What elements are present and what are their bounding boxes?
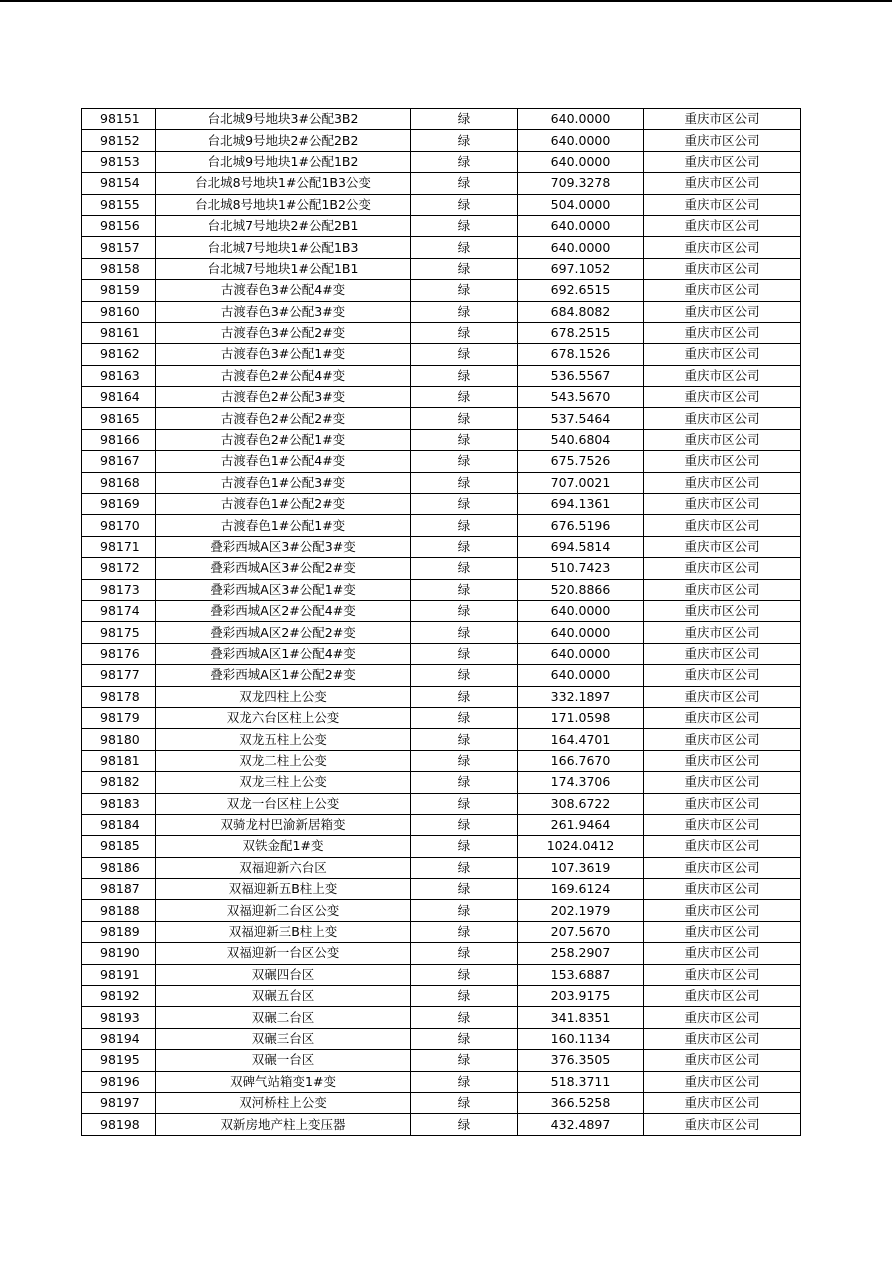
- table-row: [82, 536, 801, 557]
- company-cell: 重庆市区公司: [644, 280, 801, 301]
- record-id-cell: 98187: [82, 879, 156, 900]
- company-cell: 重庆市区公司: [644, 622, 801, 643]
- table-row: [82, 750, 801, 771]
- station-name-cell: 台北城8号地块1#公配1B3公变: [156, 173, 411, 194]
- station-name-cell: 双碾三台区: [156, 1028, 411, 1049]
- table-row: [82, 408, 801, 429]
- record-id-cell: 98160: [82, 301, 156, 322]
- station-name-cell: 古渡春色3#公配1#变: [156, 344, 411, 365]
- record-id-cell: 98189: [82, 921, 156, 942]
- status-color-cell: 绿: [411, 1092, 518, 1113]
- record-id-cell: 98182: [82, 772, 156, 793]
- record-id-cell: 98179: [82, 707, 156, 728]
- value-cell: 640.0000: [518, 215, 644, 236]
- status-color-cell: 绿: [411, 515, 518, 536]
- table-row: [82, 194, 801, 215]
- value-cell: 640.0000: [518, 237, 644, 258]
- company-cell: 重庆市区公司: [644, 793, 801, 814]
- status-color-cell: 绿: [411, 1007, 518, 1028]
- company-cell: 重庆市区公司: [644, 729, 801, 750]
- table-row: [82, 215, 801, 236]
- table-row: [82, 130, 801, 151]
- company-cell: 重庆市区公司: [644, 879, 801, 900]
- record-id-cell: 98174: [82, 600, 156, 621]
- status-color-cell: 绿: [411, 215, 518, 236]
- value-cell: 640.0000: [518, 600, 644, 621]
- table-row: [82, 600, 801, 621]
- record-id-cell: 98190: [82, 943, 156, 964]
- company-cell: 重庆市区公司: [644, 643, 801, 664]
- record-id-cell: 98188: [82, 900, 156, 921]
- value-cell: 510.7423: [518, 558, 644, 579]
- station-name-cell: 古渡春色3#公配4#变: [156, 280, 411, 301]
- table-row: [82, 665, 801, 686]
- station-name-cell: 古渡春色1#公配4#变: [156, 451, 411, 472]
- table-row: [82, 686, 801, 707]
- status-color-cell: 绿: [411, 622, 518, 643]
- station-name-cell: 双龙四柱上公变: [156, 686, 411, 707]
- record-id-cell: 98165: [82, 408, 156, 429]
- record-id-cell: 98175: [82, 622, 156, 643]
- value-cell: 258.2907: [518, 943, 644, 964]
- company-cell: 重庆市区公司: [644, 600, 801, 621]
- value-cell: 153.6887: [518, 964, 644, 985]
- record-id-cell: 98195: [82, 1050, 156, 1071]
- station-name-cell: 双龙一台区柱上公变: [156, 793, 411, 814]
- record-id-cell: 98170: [82, 515, 156, 536]
- table-row: [82, 836, 801, 857]
- station-name-cell: 叠彩西城A区2#公配4#变: [156, 600, 411, 621]
- station-name-cell: 双骑龙村巴渝新居箱变: [156, 814, 411, 835]
- data-table: [81, 108, 801, 1136]
- station-name-cell: 叠彩西城A区3#公配1#变: [156, 579, 411, 600]
- station-name-cell: 双福迎新五B柱上变: [156, 879, 411, 900]
- record-id-cell: 98178: [82, 686, 156, 707]
- status-color-cell: 绿: [411, 772, 518, 793]
- status-color-cell: 绿: [411, 1028, 518, 1049]
- status-color-cell: 绿: [411, 600, 518, 621]
- company-cell: 重庆市区公司: [644, 943, 801, 964]
- value-cell: 171.0598: [518, 707, 644, 728]
- status-color-cell: 绿: [411, 280, 518, 301]
- record-id-cell: 98180: [82, 729, 156, 750]
- table-row: [82, 1114, 801, 1135]
- company-cell: 重庆市区公司: [644, 515, 801, 536]
- status-color-cell: 绿: [411, 1071, 518, 1092]
- record-id-cell: 98192: [82, 986, 156, 1007]
- station-name-cell: 古渡春色2#公配3#变: [156, 387, 411, 408]
- value-cell: 202.1979: [518, 900, 644, 921]
- company-cell: 重庆市区公司: [644, 387, 801, 408]
- value-cell: 697.1052: [518, 258, 644, 279]
- table-row: [82, 857, 801, 878]
- table-row: [82, 151, 801, 172]
- station-name-cell: 叠彩西城A区3#公配3#变: [156, 536, 411, 557]
- value-cell: 640.0000: [518, 109, 644, 130]
- status-color-cell: 绿: [411, 472, 518, 493]
- value-cell: 537.5464: [518, 408, 644, 429]
- station-name-cell: 双福迎新三B柱上变: [156, 921, 411, 942]
- station-name-cell: 双福迎新一台区公变: [156, 943, 411, 964]
- station-name-cell: 叠彩西城A区2#公配2#变: [156, 622, 411, 643]
- value-cell: 675.7526: [518, 451, 644, 472]
- table-row: [82, 365, 801, 386]
- record-id-cell: 98176: [82, 643, 156, 664]
- status-color-cell: 绿: [411, 643, 518, 664]
- record-id-cell: 98185: [82, 836, 156, 857]
- value-cell: 174.3706: [518, 772, 644, 793]
- status-color-cell: 绿: [411, 109, 518, 130]
- station-name-cell: 双福迎新二台区公变: [156, 900, 411, 921]
- status-color-cell: 绿: [411, 344, 518, 365]
- table-row: [82, 772, 801, 793]
- value-cell: 676.5196: [518, 515, 644, 536]
- company-cell: 重庆市区公司: [644, 194, 801, 215]
- station-name-cell: 台北城9号地块2#公配2B2: [156, 130, 411, 151]
- value-cell: 694.1361: [518, 494, 644, 515]
- value-cell: 678.2515: [518, 322, 644, 343]
- company-cell: 重庆市区公司: [644, 964, 801, 985]
- record-id-cell: 98153: [82, 151, 156, 172]
- status-color-cell: 绿: [411, 194, 518, 215]
- table-row: [82, 964, 801, 985]
- table-row: [82, 472, 801, 493]
- value-cell: 640.0000: [518, 643, 644, 664]
- table-row: [82, 879, 801, 900]
- company-cell: 重庆市区公司: [644, 237, 801, 258]
- station-name-cell: 台北城9号地块1#公配1B2: [156, 151, 411, 172]
- company-cell: 重庆市区公司: [644, 857, 801, 878]
- company-cell: 重庆市区公司: [644, 707, 801, 728]
- status-color-cell: 绿: [411, 964, 518, 985]
- table-row: [82, 814, 801, 835]
- record-id-cell: 98181: [82, 750, 156, 771]
- table-row: [82, 986, 801, 1007]
- company-cell: 重庆市区公司: [644, 750, 801, 771]
- table-row: [82, 280, 801, 301]
- record-id-cell: 98166: [82, 429, 156, 450]
- record-id-cell: 98198: [82, 1114, 156, 1135]
- table-row: [82, 558, 801, 579]
- status-color-cell: 绿: [411, 686, 518, 707]
- record-id-cell: 98167: [82, 451, 156, 472]
- value-cell: 518.3711: [518, 1071, 644, 1092]
- table-row: [82, 729, 801, 750]
- status-color-cell: 绿: [411, 1114, 518, 1135]
- station-name-cell: 古渡春色1#公配1#变: [156, 515, 411, 536]
- station-name-cell: 古渡春色3#公配2#变: [156, 322, 411, 343]
- value-cell: 536.5567: [518, 365, 644, 386]
- company-cell: 重庆市区公司: [644, 408, 801, 429]
- value-cell: 504.0000: [518, 194, 644, 215]
- table-row: [82, 322, 801, 343]
- value-cell: 308.6722: [518, 793, 644, 814]
- station-name-cell: 古渡春色2#公配2#变: [156, 408, 411, 429]
- record-id-cell: 98197: [82, 1092, 156, 1113]
- value-cell: 1024.0412: [518, 836, 644, 857]
- table-row: [82, 301, 801, 322]
- value-cell: 332.1897: [518, 686, 644, 707]
- company-cell: 重庆市区公司: [644, 1050, 801, 1071]
- company-cell: 重庆市区公司: [644, 494, 801, 515]
- status-color-cell: 绿: [411, 793, 518, 814]
- value-cell: 709.3278: [518, 173, 644, 194]
- station-name-cell: 叠彩西城A区1#公配4#变: [156, 643, 411, 664]
- value-cell: 640.0000: [518, 665, 644, 686]
- status-color-cell: 绿: [411, 900, 518, 921]
- status-color-cell: 绿: [411, 408, 518, 429]
- value-cell: 640.0000: [518, 622, 644, 643]
- company-cell: 重庆市区公司: [644, 429, 801, 450]
- status-color-cell: 绿: [411, 301, 518, 322]
- station-name-cell: 双碑气站箱变1#变: [156, 1071, 411, 1092]
- record-id-cell: 98172: [82, 558, 156, 579]
- station-name-cell: 双龙五柱上公变: [156, 729, 411, 750]
- table-row: [82, 1007, 801, 1028]
- record-id-cell: 98155: [82, 194, 156, 215]
- station-name-cell: 台北城7号地块1#公配1B1: [156, 258, 411, 279]
- value-cell: 540.6804: [518, 429, 644, 450]
- status-color-cell: 绿: [411, 921, 518, 942]
- status-color-cell: 绿: [411, 237, 518, 258]
- value-cell: 684.8082: [518, 301, 644, 322]
- record-id-cell: 98173: [82, 579, 156, 600]
- status-color-cell: 绿: [411, 579, 518, 600]
- station-name-cell: 双碾四台区: [156, 964, 411, 985]
- station-name-cell: 双新房地产柱上变压器: [156, 1114, 411, 1135]
- company-cell: 重庆市区公司: [644, 900, 801, 921]
- station-name-cell: 台北城9号地块3#公配3B2: [156, 109, 411, 130]
- table-row: [82, 1092, 801, 1113]
- company-cell: 重庆市区公司: [644, 686, 801, 707]
- record-id-cell: 98159: [82, 280, 156, 301]
- record-id-cell: 98186: [82, 857, 156, 878]
- station-name-cell: 双龙六台区柱上公变: [156, 707, 411, 728]
- status-color-cell: 绿: [411, 151, 518, 172]
- table-row: [82, 515, 801, 536]
- record-id-cell: 98164: [82, 387, 156, 408]
- status-color-cell: 绿: [411, 451, 518, 472]
- table-row: [82, 943, 801, 964]
- value-cell: 692.6515: [518, 280, 644, 301]
- table-row: [82, 387, 801, 408]
- company-cell: 重庆市区公司: [644, 130, 801, 151]
- company-cell: 重庆市区公司: [644, 986, 801, 1007]
- value-cell: 707.0021: [518, 472, 644, 493]
- company-cell: 重庆市区公司: [644, 109, 801, 130]
- company-cell: 重庆市区公司: [644, 536, 801, 557]
- table-row: [82, 707, 801, 728]
- record-id-cell: 98184: [82, 814, 156, 835]
- table-row: [82, 1071, 801, 1092]
- company-cell: 重庆市区公司: [644, 665, 801, 686]
- value-cell: 366.5258: [518, 1092, 644, 1113]
- company-cell: 重庆市区公司: [644, 258, 801, 279]
- table-body: [82, 109, 801, 1136]
- table-row: [82, 1050, 801, 1071]
- value-cell: 694.5814: [518, 536, 644, 557]
- company-cell: 重庆市区公司: [644, 322, 801, 343]
- station-name-cell: 古渡春色2#公配1#变: [156, 429, 411, 450]
- record-id-cell: 98157: [82, 237, 156, 258]
- table-row: [82, 429, 801, 450]
- status-color-cell: 绿: [411, 707, 518, 728]
- company-cell: 重庆市区公司: [644, 558, 801, 579]
- status-color-cell: 绿: [411, 536, 518, 557]
- status-color-cell: 绿: [411, 665, 518, 686]
- status-color-cell: 绿: [411, 173, 518, 194]
- value-cell: 432.4897: [518, 1114, 644, 1135]
- status-color-cell: 绿: [411, 943, 518, 964]
- station-name-cell: 双碾一台区: [156, 1050, 411, 1071]
- record-id-cell: 98163: [82, 365, 156, 386]
- status-color-cell: 绿: [411, 130, 518, 151]
- table-row: [82, 921, 801, 942]
- status-color-cell: 绿: [411, 558, 518, 579]
- record-id-cell: 98161: [82, 322, 156, 343]
- station-name-cell: 双福迎新六台区: [156, 857, 411, 878]
- company-cell: 重庆市区公司: [644, 1114, 801, 1135]
- value-cell: 678.1526: [518, 344, 644, 365]
- record-id-cell: 98154: [82, 173, 156, 194]
- record-id-cell: 98151: [82, 109, 156, 130]
- value-cell: 520.8866: [518, 579, 644, 600]
- record-id-cell: 98191: [82, 964, 156, 985]
- record-id-cell: 98183: [82, 793, 156, 814]
- status-color-cell: 绿: [411, 814, 518, 835]
- record-id-cell: 98152: [82, 130, 156, 151]
- value-cell: 261.9464: [518, 814, 644, 835]
- record-id-cell: 98156: [82, 215, 156, 236]
- company-cell: 重庆市区公司: [644, 1071, 801, 1092]
- table-row: [82, 109, 801, 130]
- value-cell: 376.3505: [518, 1050, 644, 1071]
- status-color-cell: 绿: [411, 387, 518, 408]
- value-cell: 203.9175: [518, 986, 644, 1007]
- station-name-cell: 古渡春色3#公配3#变: [156, 301, 411, 322]
- value-cell: 341.8351: [518, 1007, 644, 1028]
- station-name-cell: 古渡春色1#公配3#变: [156, 472, 411, 493]
- station-name-cell: 双碾二台区: [156, 1007, 411, 1028]
- status-color-cell: 绿: [411, 729, 518, 750]
- status-color-cell: 绿: [411, 1050, 518, 1071]
- record-id-cell: 98193: [82, 1007, 156, 1028]
- value-cell: 160.1134: [518, 1028, 644, 1049]
- company-cell: 重庆市区公司: [644, 215, 801, 236]
- status-color-cell: 绿: [411, 429, 518, 450]
- status-color-cell: 绿: [411, 750, 518, 771]
- company-cell: 重庆市区公司: [644, 836, 801, 857]
- record-id-cell: 98194: [82, 1028, 156, 1049]
- company-cell: 重庆市区公司: [644, 921, 801, 942]
- status-color-cell: 绿: [411, 836, 518, 857]
- table-row: [82, 173, 801, 194]
- station-name-cell: 古渡春色2#公配4#变: [156, 365, 411, 386]
- station-name-cell: 双龙二柱上公变: [156, 750, 411, 771]
- station-name-cell: 双碾五台区: [156, 986, 411, 1007]
- status-color-cell: 绿: [411, 986, 518, 1007]
- table-row: [82, 258, 801, 279]
- record-id-cell: 98169: [82, 494, 156, 515]
- record-id-cell: 98171: [82, 536, 156, 557]
- status-color-cell: 绿: [411, 494, 518, 515]
- status-color-cell: 绿: [411, 879, 518, 900]
- station-name-cell: 台北城7号地块2#公配2B1: [156, 215, 411, 236]
- company-cell: 重庆市区公司: [644, 301, 801, 322]
- company-cell: 重庆市区公司: [644, 814, 801, 835]
- value-cell: 164.4701: [518, 729, 644, 750]
- value-cell: 166.7670: [518, 750, 644, 771]
- value-cell: 640.0000: [518, 130, 644, 151]
- table-row: [82, 793, 801, 814]
- record-id-cell: 98158: [82, 258, 156, 279]
- company-cell: 重庆市区公司: [644, 579, 801, 600]
- company-cell: 重庆市区公司: [644, 365, 801, 386]
- value-cell: 543.5670: [518, 387, 644, 408]
- table-row: [82, 344, 801, 365]
- page-top-border: [0, 0, 892, 2]
- station-name-cell: 台北城7号地块1#公配1B3: [156, 237, 411, 258]
- table-row: [82, 451, 801, 472]
- record-id-cell: 98177: [82, 665, 156, 686]
- status-color-cell: 绿: [411, 258, 518, 279]
- company-cell: 重庆市区公司: [644, 1092, 801, 1113]
- company-cell: 重庆市区公司: [644, 1028, 801, 1049]
- station-name-cell: 古渡春色1#公配2#变: [156, 494, 411, 515]
- table-row: [82, 237, 801, 258]
- table-row: [82, 900, 801, 921]
- company-cell: 重庆市区公司: [644, 151, 801, 172]
- value-cell: 107.3619: [518, 857, 644, 878]
- station-name-cell: 叠彩西城A区1#公配2#变: [156, 665, 411, 686]
- company-cell: 重庆市区公司: [644, 772, 801, 793]
- value-cell: 640.0000: [518, 151, 644, 172]
- station-name-cell: 叠彩西城A区3#公配2#变: [156, 558, 411, 579]
- record-id-cell: 98168: [82, 472, 156, 493]
- company-cell: 重庆市区公司: [644, 472, 801, 493]
- station-name-cell: 双河桥柱上公变: [156, 1092, 411, 1113]
- value-cell: 207.5670: [518, 921, 644, 942]
- table-row: [82, 579, 801, 600]
- station-name-cell: 双铁金配1#变: [156, 836, 411, 857]
- status-color-cell: 绿: [411, 365, 518, 386]
- station-name-cell: 双龙三柱上公变: [156, 772, 411, 793]
- company-cell: 重庆市区公司: [644, 1007, 801, 1028]
- value-cell: 169.6124: [518, 879, 644, 900]
- table-row: [82, 622, 801, 643]
- company-cell: 重庆市区公司: [644, 344, 801, 365]
- company-cell: 重庆市区公司: [644, 451, 801, 472]
- table-row: [82, 643, 801, 664]
- company-cell: 重庆市区公司: [644, 173, 801, 194]
- table-row: [82, 1028, 801, 1049]
- station-name-cell: 台北城8号地块1#公配1B2公变: [156, 194, 411, 215]
- record-id-cell: 98196: [82, 1071, 156, 1092]
- status-color-cell: 绿: [411, 322, 518, 343]
- table-row: [82, 494, 801, 515]
- record-id-cell: 98162: [82, 344, 156, 365]
- status-color-cell: 绿: [411, 857, 518, 878]
